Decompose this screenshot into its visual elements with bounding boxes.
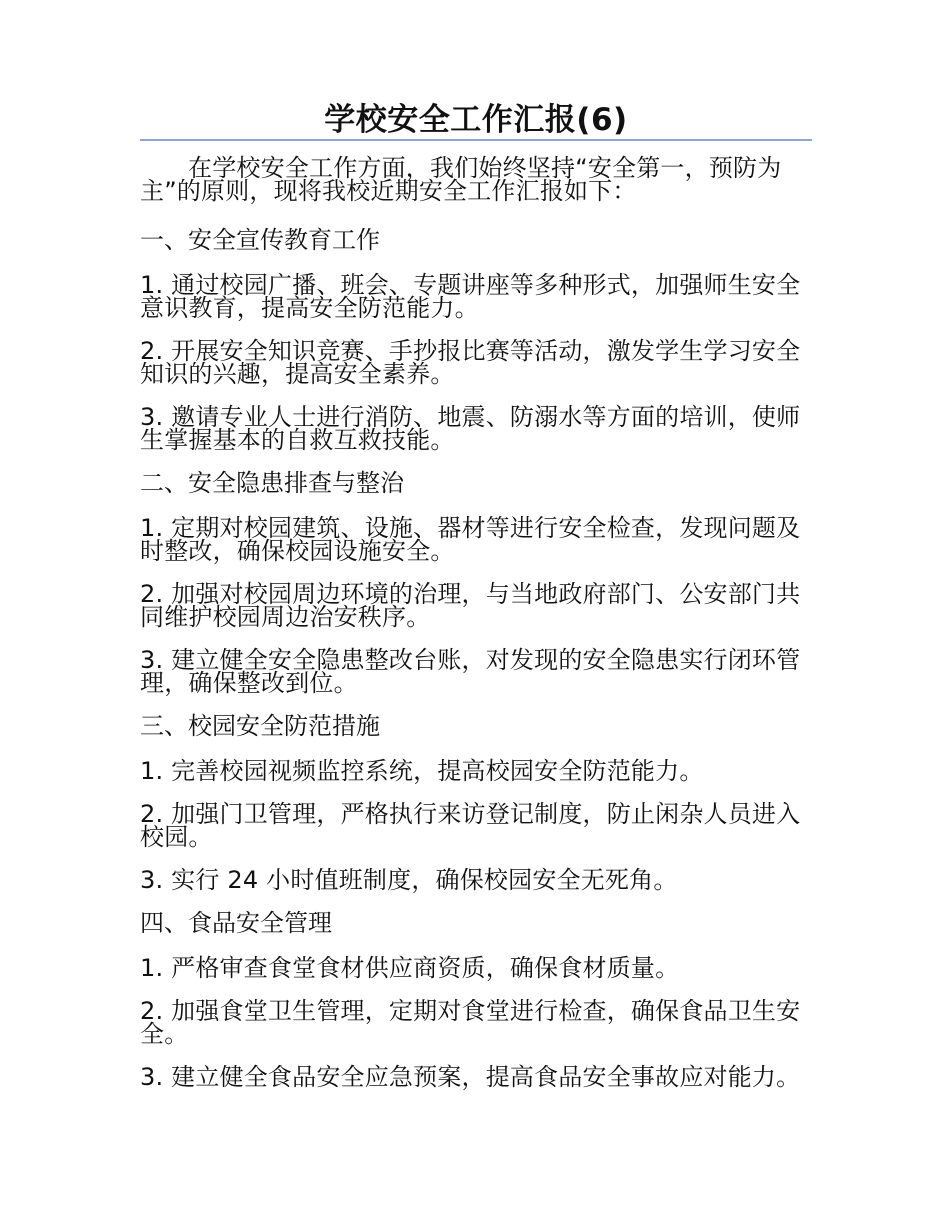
section-item: 1. 通过校园广播、班会、专题讲座等多种形式，加强师生安全意识教育，提高安全防范能力。 (140, 271, 801, 322)
section-item: 2. 开展安全知识竞赛、手抄报比赛等活动，激发学生学习安全知识的兴趣，提高安全素养。 (140, 337, 801, 388)
section-heading: 一、安全宣传教育工作 (140, 226, 380, 254)
section-publicity-education (140, 226, 812, 454)
section-item: 2. 加强食堂卫生管理，定期对食堂进行检查，确保食品卫生安全。 (140, 997, 801, 1048)
section-item: 3. 邀请专业人士进行消防、地震、防溺水等方面的培训，使师生掌握基本的自救互救技能。 (140, 403, 801, 454)
section-item: 2. 加强对校园周边环境的治理，与当地政府部门、公安部门共同维护校园周边治安秩序。 (140, 580, 801, 631)
section-item: 1. 完善校园视频监控系统，提高校园安全防范能力。 (140, 757, 704, 785)
document-page (140, 100, 812, 1109)
section-item: 3. 建立健全食品安全应急预案，提高食品安全事故应对能力。 (140, 1063, 801, 1091)
section-food-safety (140, 909, 812, 1091)
section-item: 3. 建立健全安全隐患整改台账，对发现的安全隐患实行闭环管理，确保整改到位。 (140, 646, 801, 697)
section-campus-prevention (140, 712, 812, 894)
section-heading: 四、食品安全管理 (140, 909, 332, 937)
section-heading: 三、校园安全防范措施 (140, 712, 380, 740)
intro-paragraph: 在学校安全工作方面，我们始终坚持“安全第一，预防为主”的原则，现将我校近期安全工作汇报如下： (140, 154, 782, 205)
section-item: 1. 严格审查食堂食材供应商资质，确保食材质量。 (140, 954, 680, 982)
section-item: 3. 实行 24 小时值班制度，确保校园安全无死角。 (140, 866, 678, 894)
section-hazard-inspection (140, 469, 812, 697)
document-title: 学校安全工作汇报(6) (324, 102, 628, 138)
section-item: 1. 定期对校园建筑、设施、器材等进行安全检查，发现问题及时整改，确保校园设施安全。 (140, 514, 801, 565)
section-item: 2. 加强门卫管理，严格执行来访登记制度，防止闲杂人员进入校园。 (140, 800, 801, 851)
section-heading: 二、安全隐患排查与整治 (140, 469, 404, 497)
